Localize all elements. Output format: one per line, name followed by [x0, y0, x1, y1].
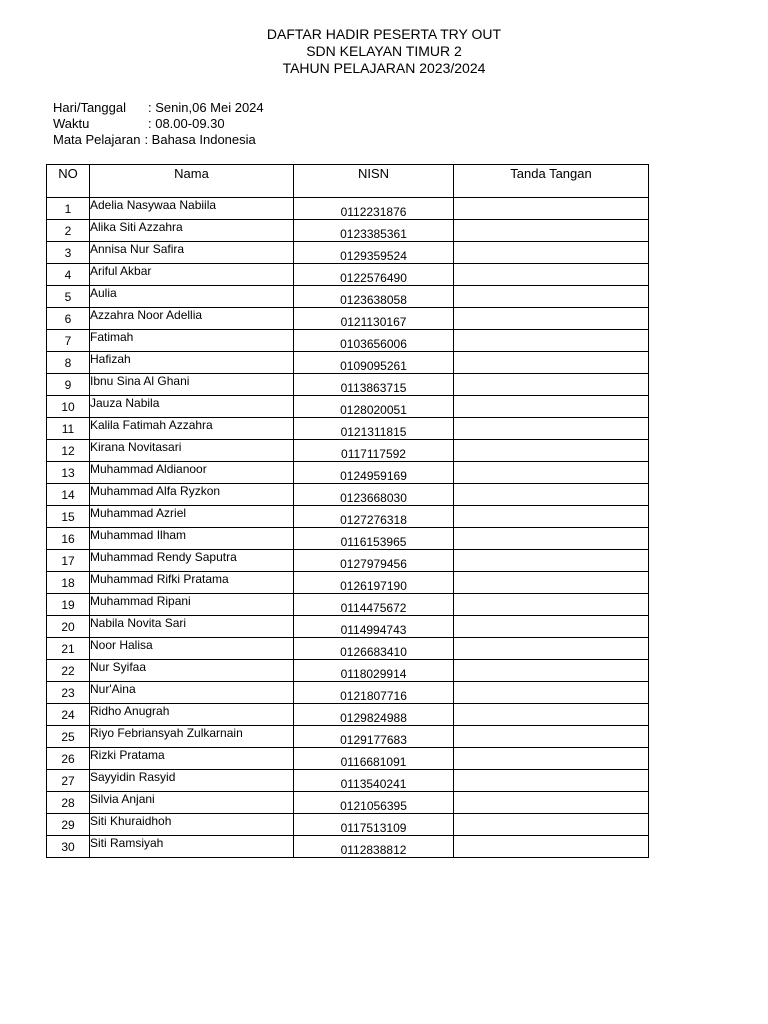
header-name: Nama — [90, 165, 294, 198]
student-nisn: 0112838812 — [294, 836, 454, 858]
row-number: 8 — [47, 352, 90, 374]
signature-cell — [454, 550, 649, 572]
table-row — [47, 814, 649, 836]
row-number: 26 — [47, 748, 90, 770]
row-number: 2 — [47, 220, 90, 242]
attendance-table — [46, 164, 649, 858]
row-number: 7 — [47, 330, 90, 352]
student-nisn: 0118029914 — [294, 660, 454, 682]
exam-info — [53, 100, 264, 148]
student-name: Nabila Novita Sari — [90, 616, 294, 638]
student-nisn: 0129359524 — [294, 242, 454, 264]
student-nisn: 0121807716 — [294, 682, 454, 704]
time-value: : 08.00-09.30 — [148, 116, 225, 131]
row-number: 15 — [47, 506, 90, 528]
table-row — [47, 638, 649, 660]
document-header — [0, 26, 768, 77]
table-row — [47, 352, 649, 374]
row-number: 6 — [47, 308, 90, 330]
student-name: Muhammad Rendy Saputra — [90, 550, 294, 572]
row-number: 3 — [47, 242, 90, 264]
signature-cell — [454, 682, 649, 704]
table-row — [47, 616, 649, 638]
student-nisn: 0129824988 — [294, 704, 454, 726]
table-row — [47, 440, 649, 462]
signature-cell — [454, 638, 649, 660]
student-name: Rizki Pratama — [90, 748, 294, 770]
row-number: 9 — [47, 374, 90, 396]
table-row — [47, 330, 649, 352]
signature-cell — [454, 836, 649, 858]
student-name: Jauza Nabila — [90, 396, 294, 418]
row-number: 4 — [47, 264, 90, 286]
student-nisn: 0122576490 — [294, 264, 454, 286]
row-number: 30 — [47, 836, 90, 858]
signature-cell — [454, 484, 649, 506]
signature-cell — [454, 704, 649, 726]
student-name: Hafizah — [90, 352, 294, 374]
student-name: Siti Ramsiyah — [90, 836, 294, 858]
table-row — [47, 572, 649, 594]
signature-cell — [454, 242, 649, 264]
signature-cell — [454, 286, 649, 308]
header-no: NO — [47, 165, 90, 198]
table-row — [47, 264, 649, 286]
signature-cell — [454, 198, 649, 220]
table-row — [47, 308, 649, 330]
student-nisn: 0116681091 — [294, 748, 454, 770]
student-name: Kirana Novitasari — [90, 440, 294, 462]
student-nisn: 0126197190 — [294, 572, 454, 594]
table-row — [47, 462, 649, 484]
student-nisn: 0114994743 — [294, 616, 454, 638]
student-nisn: 0114475672 — [294, 594, 454, 616]
student-nisn: 0113863715 — [294, 374, 454, 396]
signature-cell — [454, 616, 649, 638]
signature-cell — [454, 308, 649, 330]
attendance-rows — [47, 198, 649, 858]
student-name: Noor Halisa — [90, 638, 294, 660]
student-name: Fatimah — [90, 330, 294, 352]
row-number: 11 — [47, 418, 90, 440]
student-nisn: 0121056395 — [294, 792, 454, 814]
student-nisn: 0112231876 — [294, 198, 454, 220]
signature-cell — [454, 462, 649, 484]
table-row — [47, 528, 649, 550]
table-row — [47, 704, 649, 726]
student-name: Ariful Akbar — [90, 264, 294, 286]
signature-cell — [454, 726, 649, 748]
row-number: 24 — [47, 704, 90, 726]
student-name: Adelia Nasywaa Nabiila — [90, 198, 294, 220]
student-name: Silvia Anjani — [90, 792, 294, 814]
table-row — [47, 418, 649, 440]
signature-cell — [454, 396, 649, 418]
student-nisn: 0127979456 — [294, 550, 454, 572]
row-number: 13 — [47, 462, 90, 484]
row-number: 17 — [47, 550, 90, 572]
student-name: Siti Khuraidhoh — [90, 814, 294, 836]
row-number: 21 — [47, 638, 90, 660]
student-name: Nur Syifaa — [90, 660, 294, 682]
signature-cell — [454, 792, 649, 814]
table-row — [47, 726, 649, 748]
student-nisn: 0123668030 — [294, 484, 454, 506]
student-nisn: 0127276318 — [294, 506, 454, 528]
student-nisn: 0117513109 — [294, 814, 454, 836]
student-name: Nur'Aina — [90, 682, 294, 704]
table-row — [47, 484, 649, 506]
row-number: 18 — [47, 572, 90, 594]
subject-label: Mata Pelajaran — [53, 132, 141, 147]
row-number: 25 — [47, 726, 90, 748]
signature-cell — [454, 748, 649, 770]
row-number: 19 — [47, 594, 90, 616]
row-number: 10 — [47, 396, 90, 418]
student-name: Muhammad Ripani — [90, 594, 294, 616]
student-name: Aulia — [90, 286, 294, 308]
student-nisn: 0121311815 — [294, 418, 454, 440]
header-signature: Tanda Tangan — [454, 165, 649, 198]
signature-cell — [454, 352, 649, 374]
student-nisn: 0123638058 — [294, 286, 454, 308]
table-row — [47, 396, 649, 418]
student-name: Azzahra Noor Adellia — [90, 308, 294, 330]
table-row — [47, 374, 649, 396]
student-nisn: 0117117592 — [294, 440, 454, 462]
student-name: Kalila Fatimah Azzahra — [90, 418, 294, 440]
table-row — [47, 770, 649, 792]
table-row — [47, 594, 649, 616]
date-value: : Senin,06 Mei 2024 — [148, 100, 264, 115]
student-name: Muhammad Alfa Ryzkon — [90, 484, 294, 506]
student-name: Ibnu Sina Al Ghani — [90, 374, 294, 396]
student-nisn: 0109095261 — [294, 352, 454, 374]
row-number: 23 — [47, 682, 90, 704]
date-label: Hari/Tanggal — [53, 100, 126, 115]
table-row — [47, 748, 649, 770]
student-nisn: 0116153965 — [294, 528, 454, 550]
table-row — [47, 660, 649, 682]
student-nisn: 0121130167 — [294, 308, 454, 330]
student-name: Riyo Febriansyah Zulkarnain — [90, 726, 294, 748]
info-row-subject — [53, 132, 264, 148]
info-row-date — [53, 100, 264, 116]
signature-cell — [454, 220, 649, 242]
document-title: DAFTAR HADIR PESERTA TRY OUT — [266, 26, 502, 42]
signature-cell — [454, 506, 649, 528]
table-row — [47, 198, 649, 220]
table-row — [47, 506, 649, 528]
student-nisn: 0103656006 — [294, 330, 454, 352]
table-row — [47, 220, 649, 242]
table-row — [47, 836, 649, 858]
signature-cell — [454, 660, 649, 682]
student-nisn: 0124959169 — [294, 462, 454, 484]
signature-cell — [454, 528, 649, 550]
school-name: SDN KELAYAN TIMUR 2 — [306, 43, 462, 59]
row-number: 12 — [47, 440, 90, 462]
row-number: 20 — [47, 616, 90, 638]
table-row — [47, 682, 649, 704]
signature-cell — [454, 440, 649, 462]
student-name: Annisa Nur Safira — [90, 242, 294, 264]
signature-cell — [454, 814, 649, 836]
signature-cell — [454, 572, 649, 594]
table-header-row — [47, 165, 649, 198]
row-number: 1 — [47, 198, 90, 220]
student-nisn: 0123385361 — [294, 220, 454, 242]
row-number: 16 — [47, 528, 90, 550]
row-number: 5 — [47, 286, 90, 308]
student-name: Muhammad Rifki Pratama — [90, 572, 294, 594]
student-name: Muhammad Ilham — [90, 528, 294, 550]
student-nisn: 0129177683 — [294, 726, 454, 748]
table-row — [47, 792, 649, 814]
student-name: Muhammad Azriel — [90, 506, 294, 528]
student-name: Ridho Anugrah — [90, 704, 294, 726]
signature-cell — [454, 264, 649, 286]
time-label: Waktu — [53, 116, 90, 131]
student-nisn: 0113540241 — [294, 770, 454, 792]
table-row — [47, 242, 649, 264]
signature-cell — [454, 330, 649, 352]
row-number: 27 — [47, 770, 90, 792]
row-number: 22 — [47, 660, 90, 682]
row-number: 14 — [47, 484, 90, 506]
student-name: Sayyidin Rasyid — [90, 770, 294, 792]
student-nisn: 0128020051 — [294, 396, 454, 418]
signature-cell — [454, 418, 649, 440]
student-nisn: 0126683410 — [294, 638, 454, 660]
table-row — [47, 286, 649, 308]
signature-cell — [454, 770, 649, 792]
header-nisn: NISN — [294, 165, 454, 198]
student-name: Muhammad Aldianoor — [90, 462, 294, 484]
signature-cell — [454, 594, 649, 616]
signature-cell — [454, 374, 649, 396]
table-row — [47, 550, 649, 572]
info-row-time — [53, 116, 264, 132]
row-number: 28 — [47, 792, 90, 814]
subject-value: : Bahasa Indonesia — [144, 132, 256, 147]
academic-year: TAHUN PELAJARAN 2023/2024 — [282, 60, 486, 76]
row-number: 29 — [47, 814, 90, 836]
student-name: Alika Siti Azzahra — [90, 220, 294, 242]
